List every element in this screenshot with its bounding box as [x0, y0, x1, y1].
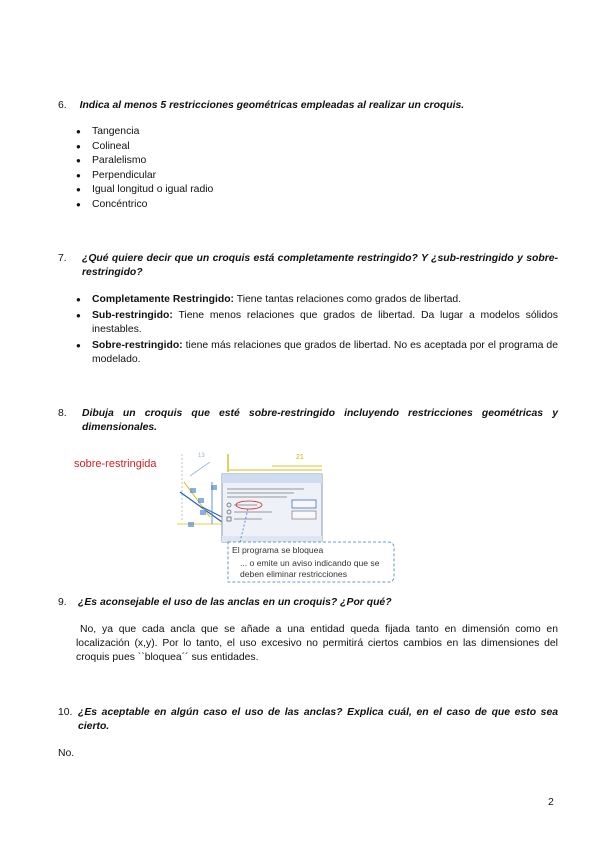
question-7 [58, 252, 558, 280]
page-number: 2 [548, 797, 554, 808]
note-line-2: ... o emite un aviso indicando que se [240, 558, 380, 568]
q6-item: ● Igual longitud o igual radio [76, 183, 213, 198]
q6-item: ● Tangencia [76, 125, 213, 140]
question-10-number: 10. [58, 707, 73, 718]
question-9 [58, 596, 558, 610]
q6-item: ● Paralelismo [76, 154, 213, 169]
q7-term: Sobre-restringido: [92, 339, 183, 351]
question-9-number: 9. [58, 597, 67, 608]
q7-item [76, 293, 558, 308]
q6-item: ● Perpendicular [76, 169, 213, 184]
question-7-number: 7. [58, 253, 67, 264]
q6-item: ● Colineal [76, 140, 213, 155]
q6-answer-list [76, 125, 213, 213]
question-6-text: Indica al menos 5 restricciones geométricas empleadas al realizar un croquis. [79, 100, 465, 111]
note-line-3: deben eliminar restricciones [240, 569, 347, 579]
q7-answer-list [76, 293, 558, 368]
question-10-text: ¿Es aceptable en algún caso el uso de las anclas? Explica cuál, en el caso de que esto sea cierto. [78, 707, 558, 732]
question-8 [58, 407, 558, 435]
question-8-number: 8. [58, 408, 67, 419]
q6-item: ● Concéntrico [76, 198, 213, 213]
figure-label: sobre-restringida [74, 458, 157, 470]
question-10 [58, 706, 558, 734]
dimension-left: 13 [198, 453, 205, 459]
question-6 [58, 99, 558, 113]
q7-desc: Tiene menos relaciones que grados de libertad. Da lugar a modelos sólidos inestables. [92, 309, 558, 336]
q7-term: Sub-restringido: [92, 309, 173, 321]
question-8-text: Dibuja un croquis que esté sobre-restringido incluyendo restricciones geométricas y dimensionales. [82, 408, 558, 433]
q7-term: Completamente Restringido: [92, 294, 235, 305]
over-constrained-sketch-figure [72, 452, 402, 584]
note-line-1: El programa se bloquea [232, 545, 324, 555]
q7-item [76, 309, 558, 338]
question-9-text: ¿Es aconsejable el uso de las anclas en un croquis? ¿Por qué? [78, 597, 392, 608]
question-7-text: ¿Qué quiere decir que un croquis está completamente restringido? Y ¿sub-restringido y sobre-restringido? [82, 253, 558, 278]
q7-desc: Tiene tantas relaciones como grados de libertad. [234, 294, 462, 305]
q9-answer: No, ya que cada ancla que se añade a una entidad queda fijada tanto en dimensión como en localización (x,y). Por lo tanto, el uso excesivo no permitirá ciertos cambios en las dimensiones del croquis pues ``bloquea´´ sus entidades. [76, 624, 558, 663]
q7-desc: tiene más relaciones que grados de libertad. No es aceptada por el programa de modelado. [92, 339, 558, 366]
q10-answer: No. [58, 748, 75, 759]
dimension-top: 21 [296, 454, 304, 461]
q7-item [76, 339, 558, 368]
question-6-number: 6. [58, 100, 67, 111]
